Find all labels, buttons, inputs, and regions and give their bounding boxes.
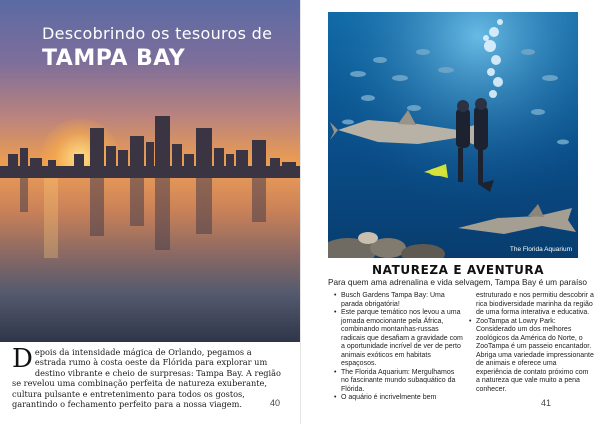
bullet: • — [334, 394, 337, 401]
list-item: • Busch Gardens Tampa Bay: Uma parada obrigatória! — [334, 292, 445, 308]
aquarium-photo — [328, 12, 578, 258]
tampa-skyline-photo — [0, 0, 300, 342]
bullet: • — [334, 309, 337, 316]
drop-cap: D — [12, 344, 33, 374]
skyline-silhouette — [0, 110, 300, 180]
section-intro: Para quem ama adrenalina e vida selvagem, Tampa Bay é um paraíso — [328, 277, 588, 287]
left-paragraph: epois da intensidade mágica de Orlando, pegamos a estrada rumo à costa oeste da Flórida para explorar um destino vibrante e cheio de surpresas: Tampa Bay. A região se revelou uma combinação perfeita de natureza exuberante, cultura pulsante e entretenimento para todos os gostos, garantindo o fechamento perfeito para a nossa viagem. — [12, 347, 281, 410]
page-number-right: 41 — [541, 398, 552, 408]
hero-subtitle: Descobrindo os tesouros de — [42, 24, 273, 43]
text-column-left — [334, 292, 463, 403]
left-body-text — [12, 344, 284, 410]
hero-title: TAMPA BAY — [42, 46, 186, 71]
right-page — [301, 0, 600, 424]
list-item: • Este parque temático nos levou a uma jornada emocionante pela África, combinando montanhas-russas radicais que desafiam a gravidade com a oportunidade incrível de ver de perto animais exóticos em habitats espaçosos. — [334, 309, 463, 367]
yellow-fish — [429, 168, 447, 176]
page-number-left: 40 — [270, 398, 281, 408]
section-title: NATUREZA E AVENTURA — [372, 263, 545, 277]
text-column-right — [469, 292, 594, 394]
skyline-reflection — [0, 178, 300, 258]
list-item: • The Florida Aquarium: Mergulhamos no fascinante mundo subaquático da Flórida. — [334, 368, 456, 393]
continued-text: estruturado e nos permitiu descobrir a rica biodiversidade marinha da região de uma forma interativa e educativa. — [476, 292, 594, 316]
bullet: • — [469, 317, 472, 325]
list-item: • ZooTampa at Lowry Park: Considerado um dos melhores zoológicos da América do Norte, o ZooTampa é um passeio encantador. Abriga uma variedade impressionante de animais e oferece uma experiência de contato próximo com a natureza que vale muito a pena conhecer. — [469, 317, 594, 393]
aquarium-scene — [328, 12, 578, 258]
photo-credit: The Florida Aquarium — [509, 246, 572, 253]
list-item: • O aquário é incrivelmente bem — [334, 394, 437, 401]
bullet: • — [334, 292, 337, 299]
bullet: • — [334, 368, 337, 376]
